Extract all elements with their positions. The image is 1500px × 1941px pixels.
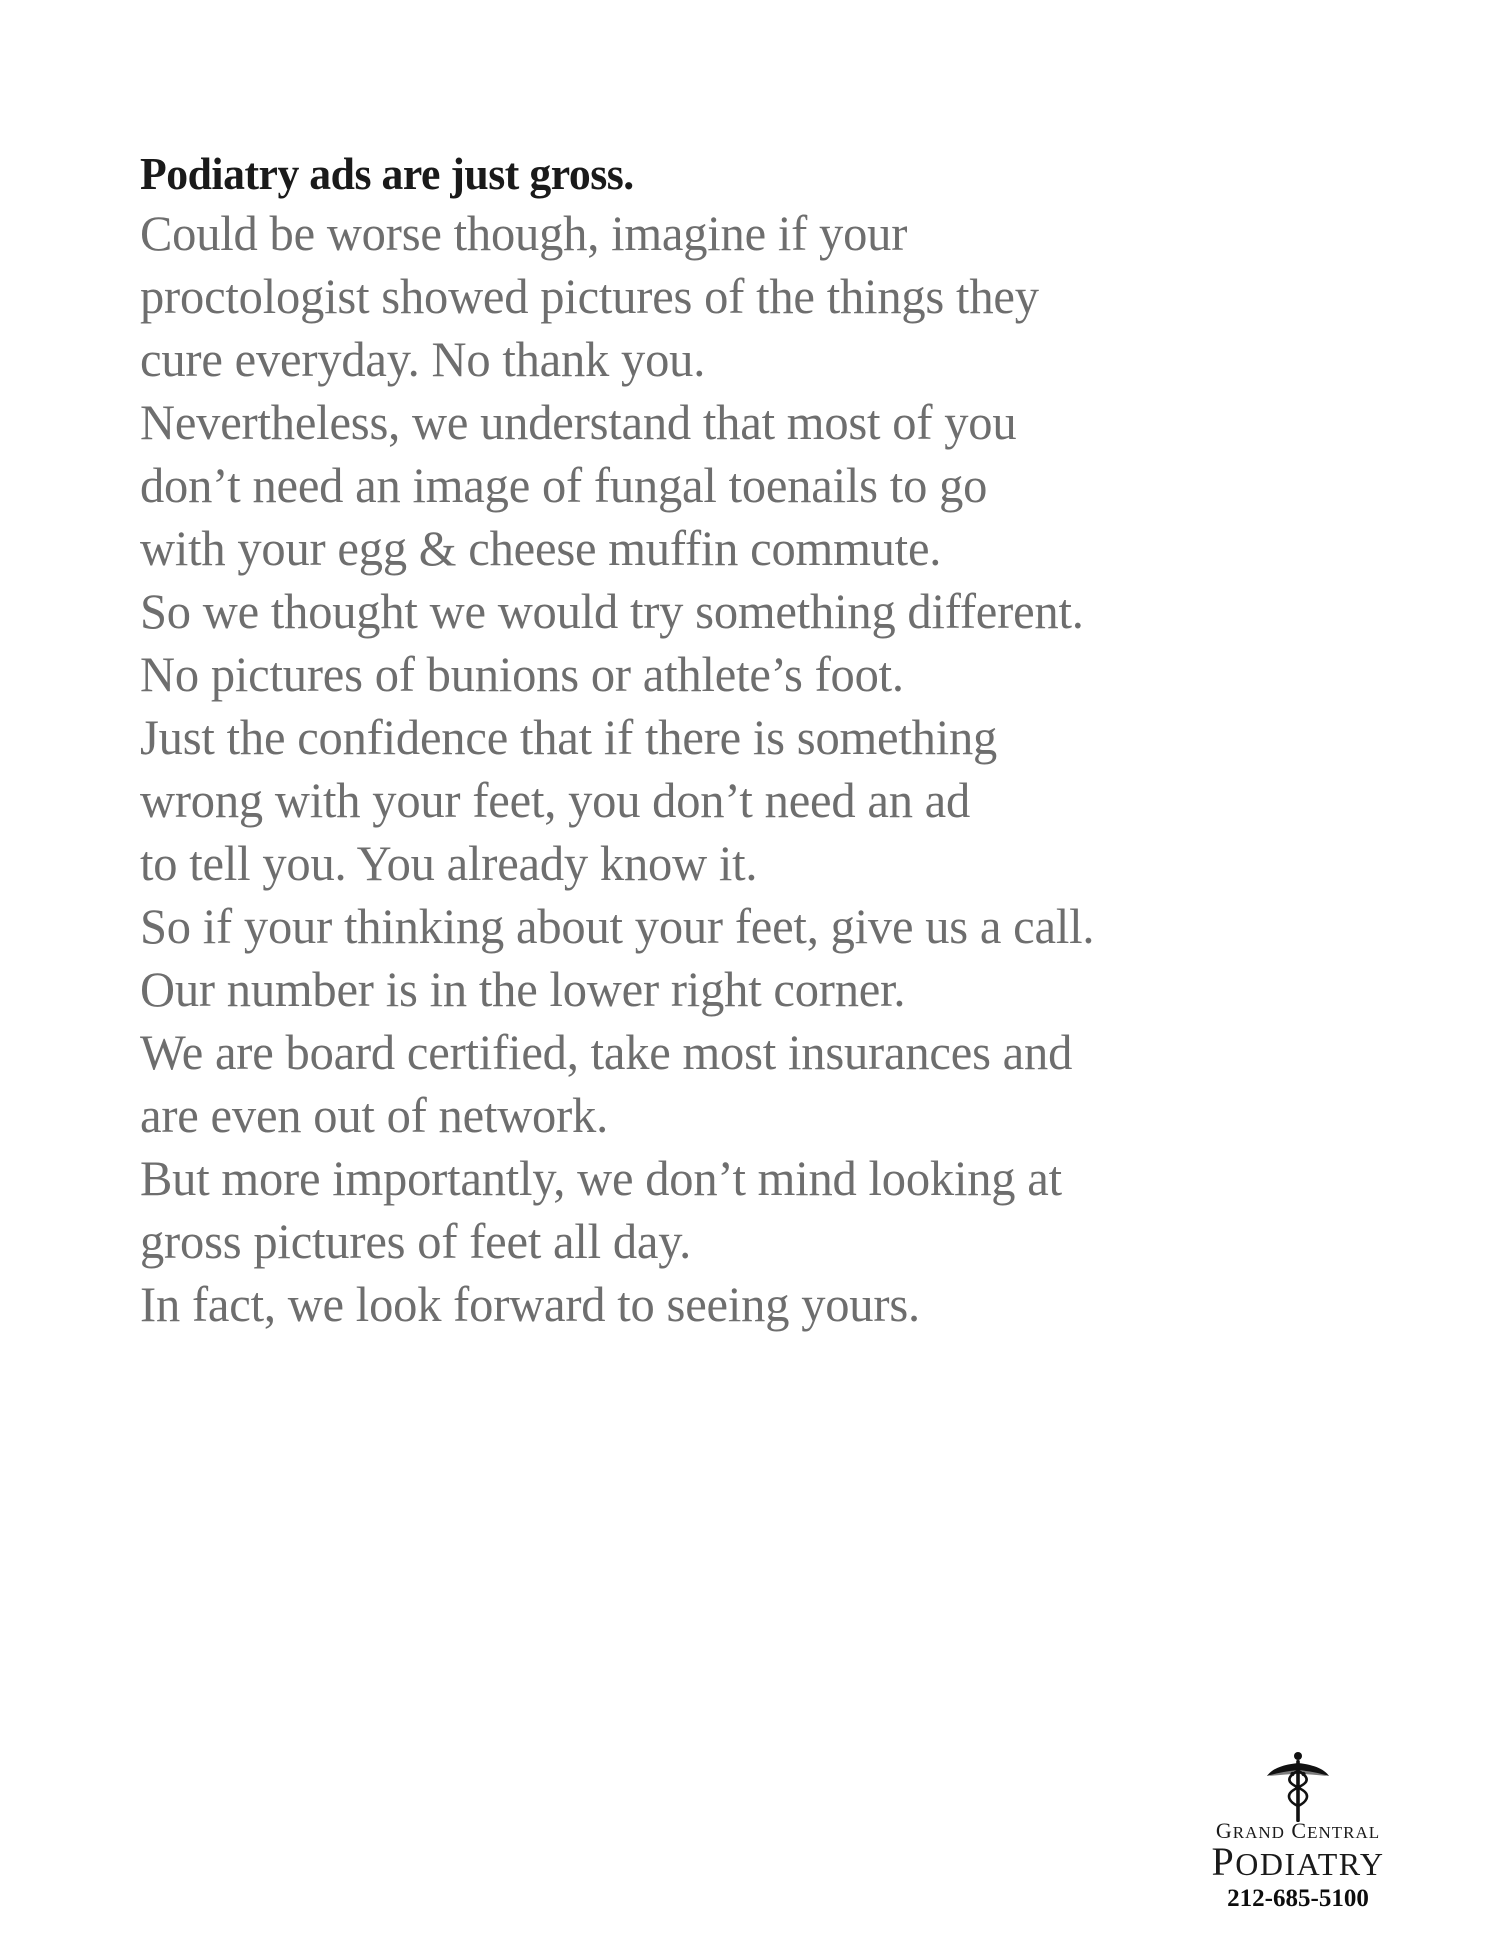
- ad-copy-block: [140, 150, 1380, 1336]
- copy-line: don’t need an image of fungal toenails to go: [140, 457, 988, 514]
- logo-line-podiatry: [1148, 1839, 1448, 1885]
- logo-podiatry-rest: ODIATRY: [1235, 1846, 1385, 1883]
- logo-grand-cap: G: [1215, 1818, 1233, 1844]
- copy-line: But more importantly, we don’t mind looking at: [140, 1150, 1062, 1207]
- logo-grand-rest: RAND: [1232, 1823, 1285, 1843]
- logo-podiatry-cap: P: [1211, 1839, 1236, 1885]
- logo-central-rest: ENTRAL: [1307, 1823, 1381, 1843]
- copy-line: So we thought we would try something different.: [140, 583, 1084, 640]
- copy-line: wrong with your feet, you don’t need an ad: [140, 772, 971, 829]
- brand-logo: [1148, 1750, 1448, 1913]
- copy-line: Nevertheless, we understand that most of you: [140, 394, 1017, 451]
- copy-line: In fact, we look forward to seeing yours.: [140, 1276, 920, 1333]
- logo-central-cap: C: [1291, 1818, 1308, 1844]
- copy-line: So if your thinking about your feet, give us a call.: [140, 898, 1095, 955]
- phone-number[interactable]: 212-685-5100: [1227, 1885, 1369, 1912]
- copy-line: No pictures of bunions or athlete’s foot.: [140, 646, 904, 703]
- copy-line: proctologist showed pictures of the things they: [140, 268, 1039, 325]
- copy-line: gross pictures of feet all day.: [140, 1213, 692, 1270]
- copy-line: Our number is in the lower right corner.: [140, 961, 906, 1018]
- logo-line-grand-central: [1148, 1820, 1448, 1842]
- copy-line: Just the confidence that if there is something: [140, 709, 998, 766]
- copy-line: We are board certified, take most insurances and: [140, 1024, 1073, 1081]
- page-title: Podiatry ads are just gross.: [140, 148, 634, 199]
- copy-line: with your egg & cheese muffin commute.: [140, 520, 942, 577]
- copy-line: are even out of network.: [140, 1087, 609, 1144]
- copy-line: Could be worse though, imagine if your: [140, 205, 908, 262]
- copy-line: to tell you. You already know it.: [140, 835, 758, 892]
- caduceus-icon: [1265, 1750, 1331, 1824]
- copy-line: cure everyday. No thank you.: [140, 331, 706, 388]
